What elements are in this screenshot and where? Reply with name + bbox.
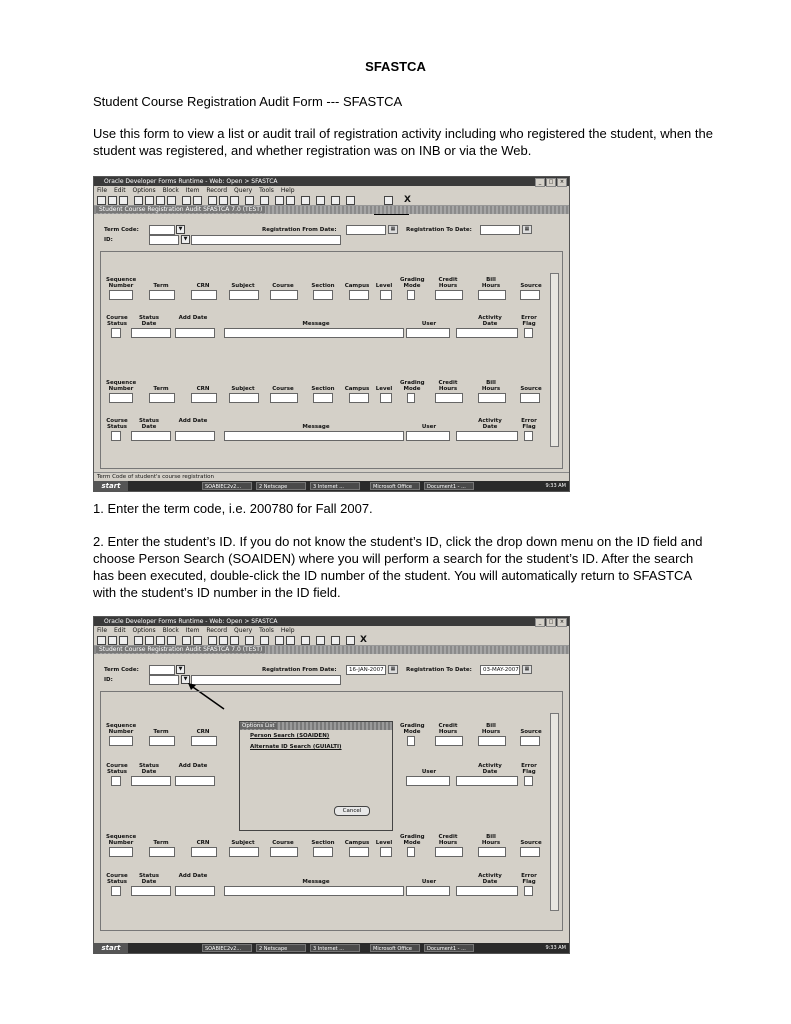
header-grading-mode: Grading Mode bbox=[400, 834, 425, 846]
chevron-down-icon[interactable]: ▼ bbox=[176, 665, 185, 674]
window-titlebar bbox=[94, 617, 569, 626]
chevron-down-icon[interactable]: ▼ bbox=[181, 675, 190, 684]
header-course: Course bbox=[272, 386, 294, 392]
taskbar-item[interactable]: Document1 - ... bbox=[424, 482, 474, 490]
user-field[interactable] bbox=[406, 328, 450, 338]
bill-hours-field[interactable] bbox=[478, 393, 506, 403]
activity-date-field[interactable] bbox=[456, 328, 518, 338]
bill-hours-field[interactable] bbox=[478, 290, 506, 300]
reg-from-field[interactable] bbox=[346, 225, 386, 235]
status-date-field[interactable] bbox=[131, 328, 171, 338]
message-field[interactable] bbox=[224, 328, 404, 338]
header-bill-hours: Bill Hours bbox=[481, 834, 501, 846]
search-icon[interactable] bbox=[245, 196, 254, 205]
header-status-date: Status Date bbox=[138, 873, 160, 885]
add-date-field[interactable] bbox=[175, 328, 215, 338]
header-sequence-number: Sequence Number bbox=[106, 834, 137, 846]
chevron-down-icon[interactable]: ▼ bbox=[181, 235, 190, 244]
remove-record-icon[interactable] bbox=[219, 636, 228, 645]
campus-field[interactable] bbox=[349, 290, 369, 300]
calendar-icon[interactable] bbox=[286, 196, 295, 205]
name-field bbox=[191, 235, 341, 245]
taskbar-item[interactable]: Document1 - ... bbox=[424, 944, 474, 952]
error-flag-field[interactable] bbox=[524, 886, 533, 896]
search-icon[interactable] bbox=[245, 636, 254, 645]
reg-from-value: 16-JAN-2007 bbox=[349, 667, 384, 673]
header-error-flag: Error Flag bbox=[521, 418, 537, 430]
header-error-flag: Error Flag bbox=[521, 873, 537, 885]
taskbar bbox=[94, 481, 569, 491]
campus-field[interactable] bbox=[349, 393, 369, 403]
header-user: User bbox=[421, 769, 437, 775]
header-source: Source bbox=[520, 283, 542, 289]
header-credit-hours: Credit Hours bbox=[438, 723, 458, 735]
level-field[interactable] bbox=[380, 847, 392, 857]
start-button[interactable]: start bbox=[94, 943, 128, 953]
id-label: ID: bbox=[104, 237, 113, 243]
list-icon[interactable] bbox=[260, 636, 269, 645]
header-sequence-number: Sequence Number bbox=[106, 277, 137, 289]
calendar-icon[interactable] bbox=[286, 636, 295, 645]
clear-record-icon[interactable] bbox=[230, 636, 239, 645]
insert-record-icon[interactable] bbox=[208, 196, 217, 205]
taskbar-item[interactable]: SOABIEC2v2... bbox=[202, 482, 252, 490]
header-term: Term bbox=[153, 283, 169, 289]
header-level: Level bbox=[375, 386, 393, 392]
taskbar-item[interactable]: SOABIEC2v2... bbox=[202, 944, 252, 952]
term-field[interactable] bbox=[149, 290, 175, 300]
header-subject: Subject bbox=[231, 840, 255, 846]
person-search-option[interactable]: Person Search (SOAIDEN) bbox=[250, 733, 330, 739]
term-field[interactable] bbox=[149, 847, 175, 857]
reg-from-field[interactable] bbox=[346, 665, 386, 675]
menu-options[interactable]: Options bbox=[132, 187, 156, 194]
menu-file[interactable]: File bbox=[97, 187, 108, 194]
header-crn: CRN bbox=[196, 386, 210, 392]
intro-paragraph: Use this form to view a list or audit trail of registration activity including who registered the student, when the student was registered, and whether registration was on INB or via the Web. bbox=[93, 126, 713, 158]
error-flag-field[interactable] bbox=[524, 328, 533, 338]
bookmark-icon[interactable] bbox=[316, 636, 325, 645]
credit-hours-field[interactable] bbox=[435, 393, 463, 403]
taskbar-item[interactable]: 2 Netscape bbox=[256, 482, 306, 490]
form-heading: Student Course Registration Audit Form --- SFASTCA bbox=[93, 94, 403, 109]
taskbar-item[interactable]: 3 Internet ... bbox=[310, 944, 360, 952]
print-icon[interactable] bbox=[119, 196, 128, 205]
term-code-label: Term Code: bbox=[104, 227, 139, 233]
toolbar bbox=[94, 635, 569, 646]
header-activity-date: Activity Date bbox=[478, 315, 502, 327]
header-sequence-number: Sequence Number bbox=[106, 723, 137, 735]
close-icon[interactable]: × bbox=[557, 618, 567, 627]
form-canvas bbox=[96, 655, 567, 933]
clock: 9:33 AM bbox=[545, 483, 566, 489]
online-help-active-icon[interactable] bbox=[384, 196, 393, 205]
help-icon[interactable] bbox=[301, 636, 310, 645]
online-help-icon[interactable] bbox=[346, 196, 355, 205]
step-1-text: 1. Enter the term code, i.e. 200780 for Fall 2007. bbox=[93, 501, 373, 516]
header-course-status: Course Status bbox=[106, 315, 128, 327]
header-campus: Campus bbox=[344, 386, 370, 392]
header-grading-mode: Grading Mode bbox=[400, 380, 425, 392]
menu-query[interactable]: Query bbox=[234, 627, 253, 634]
header-grading-mode: Grading Mode bbox=[400, 723, 425, 735]
term-field[interactable] bbox=[149, 736, 175, 746]
reg-to-label: Registration To Date: bbox=[406, 227, 472, 233]
sequence-field[interactable] bbox=[109, 736, 133, 746]
crn-field[interactable] bbox=[191, 847, 217, 857]
message-field[interactable] bbox=[224, 886, 404, 896]
header-credit-hours: Credit Hours bbox=[438, 380, 458, 392]
header-subject: Subject bbox=[231, 283, 255, 289]
crn-field[interactable] bbox=[191, 393, 217, 403]
menu-item[interactable]: Item bbox=[185, 627, 200, 634]
form-title: Student Course Registration Audit SFASTCA 7.0 (TEST) bbox=[96, 646, 265, 653]
header-add-date: Add Date bbox=[178, 873, 208, 879]
add-date-field[interactable] bbox=[175, 431, 215, 441]
options-list-titlebar bbox=[240, 722, 392, 730]
level-field[interactable] bbox=[380, 290, 392, 300]
workflow-icon[interactable] bbox=[331, 636, 340, 645]
reg-to-field[interactable] bbox=[480, 665, 520, 675]
header-course: Course bbox=[272, 283, 294, 289]
bill-hours-field[interactable] bbox=[478, 847, 506, 857]
term-code-field[interactable] bbox=[149, 225, 175, 235]
menu-item[interactable]: Item bbox=[185, 187, 200, 194]
help-icon[interactable] bbox=[301, 196, 310, 205]
header-user: User bbox=[421, 879, 437, 885]
window-title: Oracle Developer Forms Runtime - Web: Open > SFASTCA bbox=[104, 178, 278, 185]
header-status-date: Status Date bbox=[138, 418, 160, 430]
calendar-icon[interactable]: ▦ bbox=[522, 665, 532, 674]
menu-help[interactable]: Help bbox=[280, 627, 295, 634]
header-error-flag: Error Flag bbox=[521, 315, 537, 327]
options-list-title: Options List bbox=[242, 723, 275, 729]
maximize-icon[interactable]: □ bbox=[546, 618, 556, 627]
header-message: Message bbox=[302, 424, 330, 430]
enter-query-icon[interactable] bbox=[182, 196, 191, 205]
bill-hours-field[interactable] bbox=[478, 736, 506, 746]
crn-field[interactable] bbox=[191, 290, 217, 300]
header-add-date: Add Date bbox=[178, 763, 208, 769]
menu-edit[interactable]: Edit bbox=[113, 187, 126, 194]
form-titlebar bbox=[94, 206, 569, 214]
grading-mode-field[interactable] bbox=[407, 290, 415, 300]
header-add-date: Add Date bbox=[178, 315, 208, 321]
count-icon[interactable] bbox=[275, 636, 284, 645]
print-icon[interactable] bbox=[119, 636, 128, 645]
menu-block[interactable]: Block bbox=[162, 627, 179, 634]
grading-mode-field[interactable] bbox=[407, 736, 415, 746]
term-code-field[interactable] bbox=[149, 665, 175, 675]
bookmark-icon[interactable] bbox=[316, 196, 325, 205]
insert-record-icon[interactable] bbox=[208, 636, 217, 645]
activity-date-field[interactable] bbox=[456, 431, 518, 441]
header-credit-hours: Credit Hours bbox=[438, 834, 458, 846]
taskbar-item[interactable]: 3 Internet ... bbox=[310, 482, 360, 490]
subject-field[interactable] bbox=[229, 847, 259, 857]
screenshot-sfastca-blank bbox=[93, 176, 570, 492]
header-section: Section bbox=[311, 386, 335, 392]
sequence-field[interactable] bbox=[109, 847, 133, 857]
add-date-field[interactable] bbox=[175, 886, 215, 896]
prev-block-icon[interactable] bbox=[134, 636, 143, 645]
workflow-icon[interactable] bbox=[331, 196, 340, 205]
taskbar-item[interactable]: Microsoft Office bbox=[370, 944, 420, 952]
reg-to-label: Registration To Date: bbox=[406, 667, 472, 673]
save-icon[interactable] bbox=[97, 636, 106, 645]
form-title: Student Course Registration Audit SFASTCA 7.0 (TEST) bbox=[96, 206, 265, 213]
header-activity-date: Activity Date bbox=[478, 763, 502, 775]
campus-field[interactable] bbox=[349, 847, 369, 857]
source-field[interactable] bbox=[520, 847, 540, 857]
header-source: Source bbox=[520, 840, 542, 846]
header-subject: Subject bbox=[231, 386, 255, 392]
menu-record[interactable]: Record bbox=[206, 187, 228, 194]
header-term: Term bbox=[153, 840, 169, 846]
list-icon[interactable] bbox=[260, 196, 269, 205]
activity-date-field[interactable] bbox=[456, 776, 518, 786]
header-campus: Campus bbox=[344, 283, 370, 289]
rollback-icon[interactable] bbox=[108, 636, 117, 645]
sequence-field[interactable] bbox=[109, 290, 133, 300]
next-record-icon[interactable] bbox=[167, 636, 176, 645]
menu-tools[interactable]: Tools bbox=[259, 627, 274, 634]
header-activity-date: Activity Date bbox=[478, 873, 502, 885]
reg-to-field[interactable] bbox=[480, 225, 520, 235]
source-field[interactable] bbox=[520, 393, 540, 403]
prev-record-icon[interactable] bbox=[156, 196, 165, 205]
header-campus: Campus bbox=[344, 840, 370, 846]
id-label: ID: bbox=[104, 677, 113, 683]
clock: 9:33 AM bbox=[545, 945, 566, 951]
header-grading-mode: Grading Mode bbox=[400, 277, 425, 289]
course-field[interactable] bbox=[270, 290, 298, 300]
calendar-icon[interactable]: ▦ bbox=[388, 665, 398, 674]
next-block-icon[interactable] bbox=[145, 636, 154, 645]
cancel-button[interactable]: Cancel bbox=[334, 806, 370, 816]
next-block-icon[interactable] bbox=[145, 196, 154, 205]
header-course-status: Course Status bbox=[106, 763, 128, 775]
window-title: Oracle Developer Forms Runtime - Web: Open > SFASTCA bbox=[104, 618, 278, 625]
grading-mode-field[interactable] bbox=[407, 393, 415, 403]
header-message: Message bbox=[302, 879, 330, 885]
status-bar: Term Code of student's course registration bbox=[94, 472, 569, 481]
reg-to-value: 03-MAY-2007 bbox=[483, 667, 519, 673]
header-user: User bbox=[421, 321, 437, 327]
status-date-field[interactable] bbox=[131, 431, 171, 441]
taskbar bbox=[94, 943, 569, 953]
menu-query[interactable]: Query bbox=[234, 187, 253, 194]
user-field[interactable] bbox=[406, 431, 450, 441]
next-record-icon[interactable] bbox=[167, 196, 176, 205]
calendar-icon[interactable]: ▦ bbox=[522, 225, 532, 234]
close-icon[interactable]: × bbox=[557, 178, 567, 187]
exit-icon[interactable]: X bbox=[404, 195, 411, 205]
id-field[interactable] bbox=[149, 235, 179, 245]
menu-block[interactable]: Block bbox=[162, 187, 179, 194]
header-crn: CRN bbox=[196, 283, 210, 289]
menu-edit[interactable]: Edit bbox=[113, 627, 126, 634]
screenshot-sfastca-options-list bbox=[93, 616, 570, 954]
header-term: Term bbox=[153, 386, 169, 392]
error-flag-field[interactable] bbox=[524, 776, 533, 786]
maximize-icon[interactable]: □ bbox=[546, 178, 556, 187]
toolbar bbox=[94, 195, 569, 206]
form-titlebar bbox=[94, 646, 569, 654]
exit-icon[interactable]: X bbox=[360, 635, 367, 645]
activity-date-field[interactable] bbox=[456, 886, 518, 896]
section-field[interactable] bbox=[313, 290, 333, 300]
document-title: SFASTCA bbox=[365, 59, 426, 74]
course-status-field[interactable] bbox=[111, 776, 121, 786]
section-field[interactable] bbox=[313, 847, 333, 857]
term-code-label: Term Code: bbox=[104, 667, 139, 673]
prev-record-icon[interactable] bbox=[156, 636, 165, 645]
course-status-field[interactable] bbox=[111, 431, 121, 441]
reg-from-label: Registration From Date: bbox=[262, 227, 337, 233]
credit-hours-field[interactable] bbox=[435, 736, 463, 746]
credit-hours-field[interactable] bbox=[435, 290, 463, 300]
options-list-dialog bbox=[239, 721, 393, 831]
execute-query-icon[interactable] bbox=[193, 196, 202, 205]
step-2-text: 2. Enter the student’s ID. If you do not know the student’s ID, click the drop down menu on the ID field and choose Person Search (SOAIDEN) where you will perform a search for the student’s ID. After the search has been executed, double-click the ID number of the student. You will automatically return to SFASTCA with the student’s ID number in the ID field. bbox=[93, 534, 703, 600]
sequence-field[interactable] bbox=[109, 393, 133, 403]
enter-query-icon[interactable] bbox=[182, 636, 191, 645]
calendar-icon[interactable]: ▦ bbox=[388, 225, 398, 234]
grading-mode-field[interactable] bbox=[407, 847, 415, 857]
header-crn: CRN bbox=[196, 729, 210, 735]
error-flag-field[interactable] bbox=[524, 431, 533, 441]
header-crn: CRN bbox=[196, 840, 210, 846]
execute-query-icon[interactable] bbox=[193, 636, 202, 645]
header-activity-date: Activity Date bbox=[478, 418, 502, 430]
header-bill-hours: Bill Hours bbox=[481, 277, 501, 289]
save-icon[interactable] bbox=[97, 196, 106, 205]
remove-record-icon[interactable] bbox=[219, 196, 228, 205]
menu-tools[interactable]: Tools bbox=[259, 187, 274, 194]
prev-block-icon[interactable] bbox=[134, 196, 143, 205]
header-error-flag: Error Flag bbox=[521, 763, 537, 775]
header-level: Level bbox=[375, 840, 393, 846]
add-date-field[interactable] bbox=[175, 776, 215, 786]
menu-record[interactable]: Record bbox=[206, 627, 228, 634]
clear-record-icon[interactable] bbox=[230, 196, 239, 205]
alternate-id-search-option[interactable]: Alternate ID Search (GUIALTI) bbox=[250, 744, 342, 750]
header-message: Message bbox=[302, 321, 330, 327]
source-field[interactable] bbox=[520, 290, 540, 300]
header-course: Course bbox=[272, 840, 294, 846]
count-icon[interactable] bbox=[275, 196, 284, 205]
vertical-scrollbar[interactable] bbox=[550, 273, 559, 447]
id-field[interactable] bbox=[149, 675, 179, 685]
online-help-icon[interactable] bbox=[346, 636, 355, 645]
chevron-down-icon[interactable]: ▼ bbox=[176, 225, 185, 234]
header-source: Source bbox=[520, 729, 542, 735]
header-section: Section bbox=[311, 283, 335, 289]
header-add-date: Add Date bbox=[178, 418, 208, 424]
term-field[interactable] bbox=[149, 393, 175, 403]
status-date-field[interactable] bbox=[131, 886, 171, 896]
header-status-date: Status Date bbox=[138, 763, 160, 775]
header-level: Level bbox=[375, 283, 393, 289]
vertical-scrollbar[interactable] bbox=[550, 713, 559, 911]
header-source: Source bbox=[520, 386, 542, 392]
header-bill-hours: Bill Hours bbox=[481, 723, 501, 735]
menu-bar bbox=[94, 627, 569, 635]
window-titlebar bbox=[94, 177, 569, 186]
user-field[interactable] bbox=[406, 886, 450, 896]
rollback-icon[interactable] bbox=[108, 196, 117, 205]
header-status-date: Status Date bbox=[138, 315, 160, 327]
form-canvas bbox=[96, 215, 567, 471]
minimize-icon[interactable]: _ bbox=[535, 618, 545, 627]
subject-field[interactable] bbox=[229, 290, 259, 300]
taskbar-item[interactable]: Microsoft Office bbox=[370, 482, 420, 490]
course-field[interactable] bbox=[270, 393, 298, 403]
section-field[interactable] bbox=[313, 393, 333, 403]
crn-field[interactable] bbox=[191, 736, 217, 746]
course-status-field[interactable] bbox=[111, 328, 121, 338]
status-date-field[interactable] bbox=[131, 776, 171, 786]
message-field[interactable] bbox=[224, 431, 404, 441]
taskbar-item[interactable]: 2 Netscape bbox=[256, 944, 306, 952]
header-credit-hours: Credit Hours bbox=[438, 277, 458, 289]
menu-bar bbox=[94, 187, 569, 195]
level-field[interactable] bbox=[380, 393, 392, 403]
header-section: Section bbox=[311, 840, 335, 846]
course-status-field[interactable] bbox=[111, 886, 121, 896]
credit-hours-field[interactable] bbox=[435, 847, 463, 857]
user-field[interactable] bbox=[406, 776, 450, 786]
header-user: User bbox=[421, 424, 437, 430]
reg-from-label: Registration From Date: bbox=[262, 667, 337, 673]
header-course-status: Course Status bbox=[106, 873, 128, 885]
source-field[interactable] bbox=[520, 736, 540, 746]
start-button[interactable]: start bbox=[94, 481, 128, 491]
header-term: Term bbox=[153, 729, 169, 735]
minimize-icon[interactable]: _ bbox=[535, 178, 545, 187]
header-course-status: Course Status bbox=[106, 418, 128, 430]
header-bill-hours: Bill Hours bbox=[481, 380, 501, 392]
menu-file[interactable]: File bbox=[97, 627, 108, 634]
header-sequence-number: Sequence Number bbox=[106, 380, 137, 392]
subject-field[interactable] bbox=[229, 393, 259, 403]
course-field[interactable] bbox=[270, 847, 298, 857]
menu-options[interactable]: Options bbox=[132, 627, 156, 634]
menu-help[interactable]: Help bbox=[280, 187, 295, 194]
